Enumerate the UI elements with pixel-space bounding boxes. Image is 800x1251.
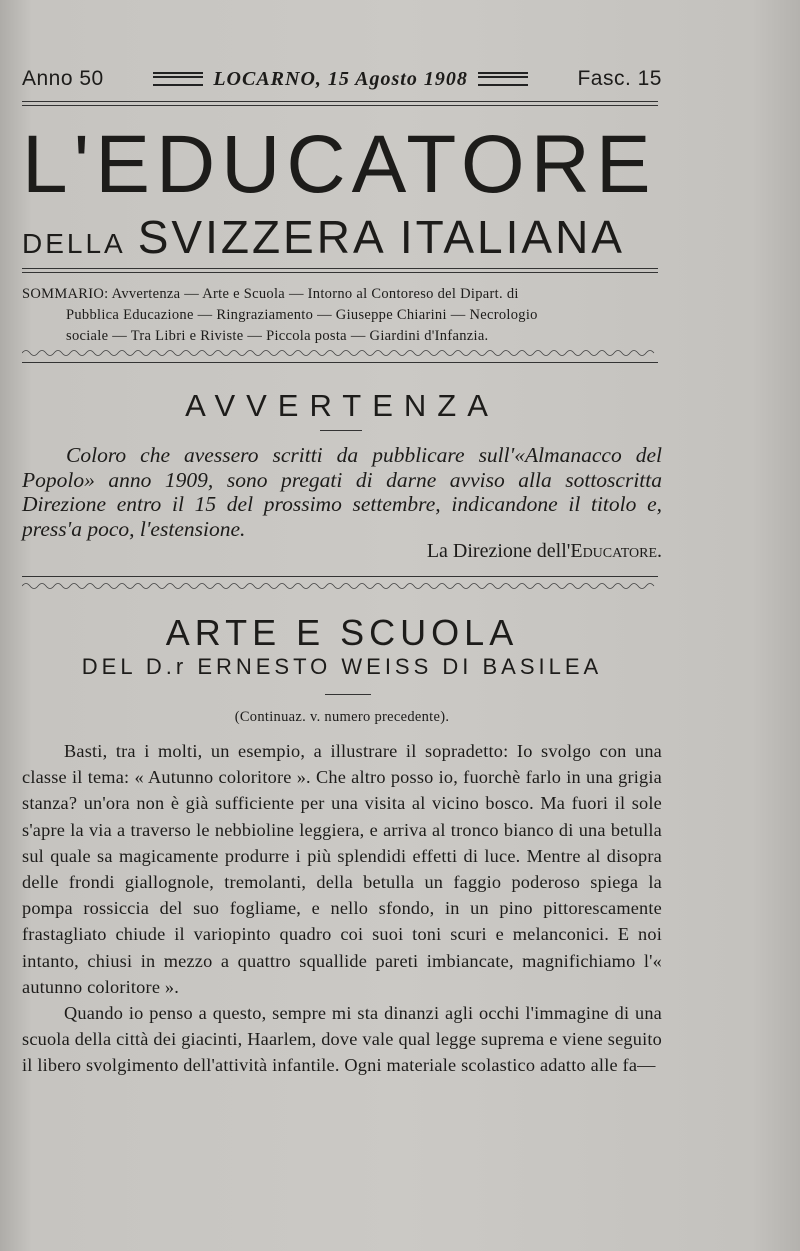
- notice-rule: [22, 576, 658, 577]
- masthead-subtitle: [22, 212, 662, 274]
- wavy-divider: [22, 348, 658, 358]
- masthead-subtitle-big: SVIZZERA ITALIANA: [137, 211, 625, 263]
- notice-heading: AVVERTENZA: [185, 388, 499, 423]
- signature-prefix: La Direzione dell': [426, 540, 571, 562]
- masthead-title: L'EDUCATORE: [22, 119, 657, 210]
- masthead-rule: [22, 268, 658, 273]
- place-date-text: LOCARNO, 15 Agosto 1908: [213, 67, 468, 90]
- issue-year: Anno 50: [22, 67, 104, 90]
- article-title-underline: [325, 694, 371, 695]
- summary-block: [22, 284, 662, 347]
- ornament-bars-left: [153, 72, 203, 86]
- masthead-subtitle-small: DELLA: [22, 228, 126, 259]
- notice-text-block: [22, 443, 662, 541]
- issue-header: [22, 62, 662, 96]
- header-rule: [22, 101, 658, 106]
- body-paragraph: Quando io penso a questo, sempre mi sta dinanzi agli occhi l'immagine di una scuola della città dei giacinti, Haarlem, dove vale qual legge suprema e viene seguito il libero svolgimento dell'attività infantile. Ogni materiale scolastico adatto alle fa—: [22, 1003, 662, 1076]
- summary-line: SOMMARIO: Avvertenza — Arte e Scuola — Intorno al Contoreso del Dipart. di: [22, 286, 519, 302]
- summary-line: Pubblica Educazione — Ringraziamento — Giuseppe Chiarini — Necrologio: [66, 307, 538, 323]
- article-body: [22, 738, 662, 1079]
- fascicle-number: Fasc. 15: [577, 67, 662, 90]
- article-title: ARTE E SCUOLA: [165, 612, 519, 653]
- article-author: DEL D.r ERNESTO WEISS DI BASILEA: [81, 654, 603, 679]
- notice-heading-underline: [320, 430, 362, 431]
- notice-text: Coloro che avessero scritti da pubblicare sull'«Almanacco del Popolo» anno 1909, sono pregati di darne avviso alla sottoscritta Direzione entro il 15 del prossimo settembre, indicandone il titolo e, press'a poco, l'estensione.: [22, 443, 662, 541]
- signature-name: Educatore.: [570, 540, 662, 562]
- notice-signature: [22, 540, 692, 563]
- body-paragraph: Basti, tra i molti, un esempio, a illustrare il sopradetto: Io svolgo con una classe il tema: « Autunno coloritore ». Che altro posso io, fuorchè farlo in una grigia stanza? un'ora non è già sufficiente per una visita al vicino bosco. Ma fuori il sole s'apre la via a traverso le nebbioline leggiera, e arriva al tronco bianco di una betulla sul quale sa magicamente produrre i più splendidi effetti di luce. Mentre al disopra delle frondi giallognole, tremolanti, della betulla un faggio poderoso spiega la pompa rossiccia del suo fogliame, e nello sfondo, in un pino pittorescamente frastagliato chiude il variopinto quadro coi suoi toni scuri e melanconici. E noi intanto, chiusi in mezzo a quattro squallide pareti imbiancate, magnifichiamo l'« autunno coloritore ».: [22, 741, 662, 997]
- summary-line: sociale — Tra Libri e Riviste — Piccola posta — Giardini d'Infanzia.: [66, 328, 489, 344]
- wavy-divider: [22, 581, 658, 591]
- summary-rule: [22, 362, 658, 363]
- ornament-bars-right: [478, 72, 528, 86]
- place-date: [143, 68, 538, 91]
- continuation-note: (Continuaz. v. numero precedente).: [234, 709, 450, 725]
